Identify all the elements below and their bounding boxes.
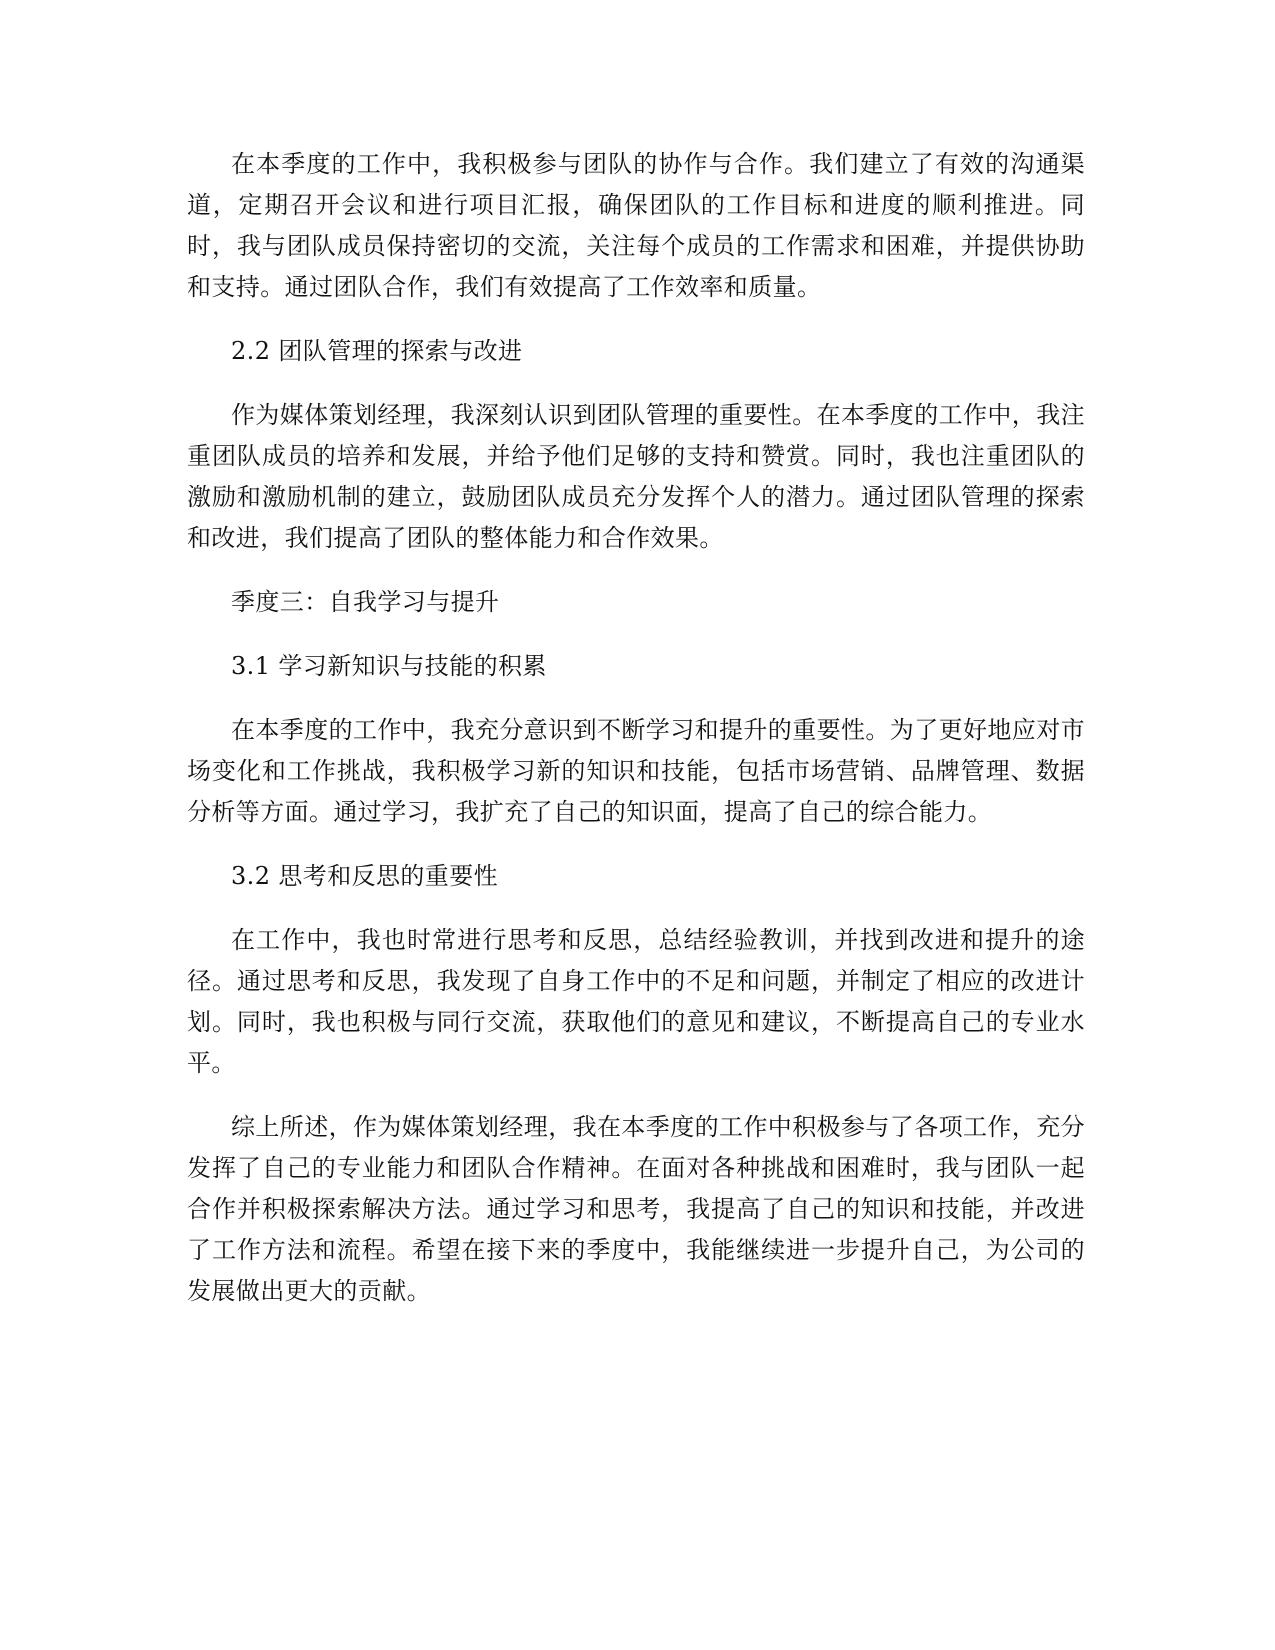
paragraph-team-collaboration: 在本季度的工作中，我积极参与团队的协作与合作。我们建立了有效的沟通渠道，定期召开会议和进行项目汇报，确保团队的工作目标和进度的顺利推进。同时，我与团队成员保持密切的交流，关注每个成员的工作需求和困难，并提供协助和支持。通过团队合作，我们有效提高了工作效率和质量。 [187,150,1085,301]
section-heading-quarter-three: 季度三：自我学习与提升 [231,588,500,616]
paragraph-reflection: 在工作中，我也时常进行思考和反思，总结经验教训，并找到改进和提升的途径。通过思考和反思，我发现了自身工作中的不足和问题，并制定了相应的改进计划。同时，我也积极与同行交流，获取他们的意见和建议，不断提高自己的专业水平。 [187,926,1085,1077]
paragraph-summary: 综上所述，作为媒体策划经理，我在本季度的工作中积极参与了各项工作，充分发挥了自己的专业能力和团队合作精神。在面对各种挑战和困难时，我与团队一起合作并积极探索解决方法。通过学习和思考，我提高了自己的知识和技能，并改进了工作方法和流程。希望在接下来的季度中，我能继续进一步提升自己，为公司的发展做出更大的贡献。 [187,1113,1085,1305]
document-body [187,144,1085,1335]
section-heading-3-1: 3.1 学习新知识与技能的积累 [231,652,547,680]
section-heading-2-2: 2.2 团队管理的探索与改进 [231,337,523,365]
section-heading-3-2: 3.2 思考和反思的重要性 [231,862,498,890]
paragraph-learning: 在本季度的工作中，我充分意识到不断学习和提升的重要性。为了更好地应对市场变化和工作挑战，我积极学习新的知识和技能，包括市场营销、品牌管理、数据分析等方面。通过学习，我扩充了自己的知识面，提高了自己的综合能力。 [187,716,1085,826]
paragraph-team-management: 作为媒体策划经理，我深刻认识到团队管理的重要性。在本季度的工作中，我注重团队成员的培养和发展，并给予他们足够的支持和赞赏。同时，我也注重团队的激励和激励机制的建立，鼓励团队成员充分发挥个人的潜力。通过团队管理的探索和改进，我们提高了团队的整体能力和合作效果。 [187,401,1085,552]
